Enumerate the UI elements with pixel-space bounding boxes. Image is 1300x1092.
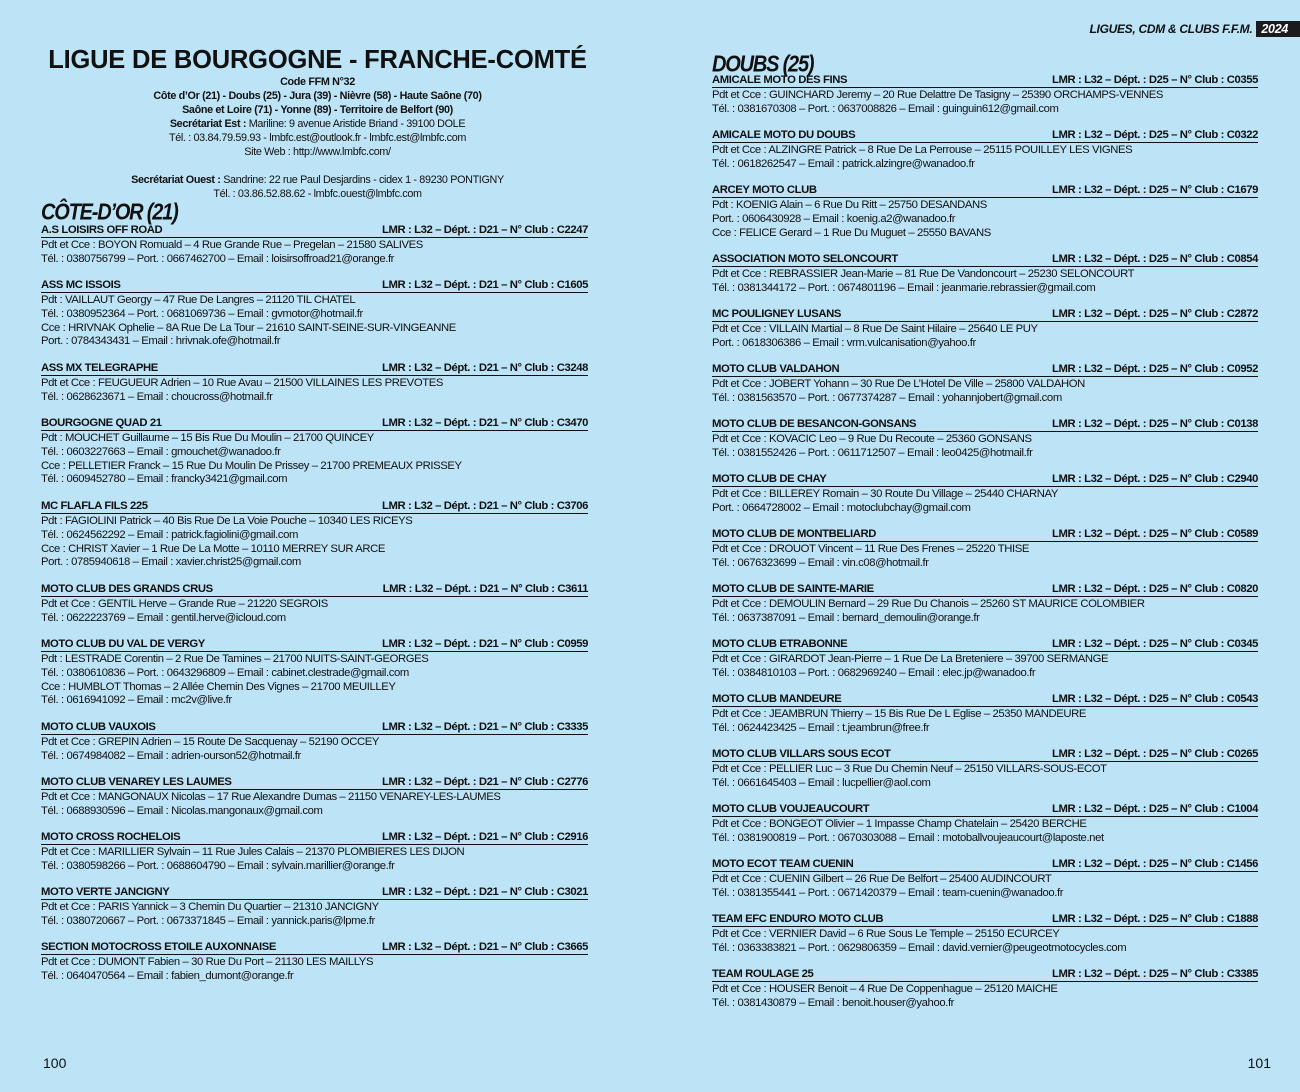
- club-name: ASSOCIATION MOTO SELONCOURT: [712, 253, 898, 265]
- club-header: [41, 500, 588, 514]
- secretariat-est-contact: Tél. : 03.84.79.59.93 - lmbfc.est@outlook.fr - lmbfc.est@lmbfc.com: [168, 132, 467, 144]
- club-name: MOTO CLUB ETRABONNE: [712, 638, 848, 650]
- club-contact-line: Tél. : 0381355441 – Port. : 0671420379 – Email : team-cuenin@wanadoo.fr: [712, 886, 1064, 899]
- club-contact-line: Port. : 0618306386 – Email : vrm.vulcanisation@yahoo.fr: [712, 336, 976, 349]
- club-name: MOTO CLUB DE CHAY: [712, 473, 827, 485]
- club-contact-line: Pdt et Cce : GIRARDOT Jean-Pierre – 1 Rue De La Breteniere – 39700 SERMANGE: [712, 653, 1109, 665]
- club-header: [41, 831, 588, 845]
- club-entry: [712, 583, 1258, 626]
- club-reference: LMR : L32 – Dépt. : D21 – N° Club : C2776: [382, 776, 588, 788]
- club-entry: [712, 693, 1258, 736]
- club-entry: [712, 253, 1258, 296]
- club-header: [712, 638, 1258, 652]
- club-contact-line: Pdt et Cce : JOBERT Yohann – 30 Rue De L’Hotel De Ville – 25800 VALDAHON: [712, 378, 1085, 390]
- club-name: MOTO CLUB VILLARS SOUS ECOT: [712, 748, 891, 760]
- club-contact-line: Pdt et Cce : REBRASSIER Jean-Marie – 81 Rue De Vandoncourt – 25230 SELONCOURT: [712, 268, 1135, 280]
- club-header: [712, 693, 1258, 707]
- club-contact-line: Pdt et Cce : MANGONAUX Nicolas – 17 Rue Alexandre Dumas – 21150 VENAREY-LES-LAUMES: [41, 791, 501, 803]
- club-contact-line: Pdt : VAILLAUT Georgy – 47 Rue De Langres – 21120 TIL CHATEL: [41, 294, 356, 306]
- club-name: MOTO VERTE JANCIGNY: [41, 886, 170, 898]
- club-header: [41, 941, 588, 955]
- club-name: ASS MC ISSOIS: [41, 279, 121, 291]
- club-name: MOTO CLUB VOUJEAUCOURT: [712, 803, 870, 815]
- club-entry: [41, 417, 588, 487]
- club-name: MOTO CLUB MANDEURE: [712, 693, 842, 705]
- club-contact-line: Pdt et Cce : HOUSER Benoit – 4 Rue De Coppenhague – 25120 MAICHE: [712, 983, 1058, 995]
- club-reference: LMR : L32 – Dépt. : D25 – N° Club : C1456: [1052, 858, 1258, 870]
- club-contact-line: Pdt et Cce : BOYON Romuald – 4 Rue Grande Rue – Pregelan – 21580 SALIVES: [41, 239, 423, 251]
- club-reference: LMR : L32 – Dépt. : D21 – N° Club : C1605: [382, 279, 588, 291]
- club-entry: [712, 803, 1258, 846]
- club-contact-line: Pdt et Cce : CUENIN Gilbert – 26 Rue De Belfort – 25400 AUDINCOURT: [712, 873, 1052, 885]
- secretariat-est: [40, 117, 595, 131]
- club-contact-line: Pdt et Cce : GUINCHARD Jeremy – 20 Rue Delattre De Tasigny – 25390 ORCHAMPS-VENNES: [712, 89, 1164, 101]
- club-reference: LMR : L32 – Dépt. : D21 – N° Club : C3706: [382, 500, 588, 512]
- club-contact-line: Pdt et Cce : VERNIER David – 6 Rue Sous Le Temple – 25150 ECURCEY: [712, 928, 1060, 940]
- club-header: [41, 417, 588, 431]
- club-contact-line: Pdt et Cce : MARILLIER Sylvain – 11 Rue Jules Calais – 21370 PLOMBIERES LES DIJON: [41, 846, 465, 858]
- club-header: [41, 638, 588, 652]
- club-contact-line: Tél. : 0688930596 – Email : Nicolas.mangonaux@gmail.com: [41, 804, 323, 817]
- dept-title-doubs: DOUBS (25): [712, 51, 814, 78]
- club-name: A.S LOISIRS OFF ROAD: [41, 224, 163, 236]
- club-reference: LMR : L32 – Dépt. : D21 – N° Club : C2247: [382, 224, 588, 236]
- club-reference: LMR : L32 – Dépt. : D25 – N° Club : C2872: [1052, 308, 1258, 320]
- club-contact-line: Tél. : 0674984082 – Email : adrien-ourson52@hotmail.fr: [41, 749, 301, 762]
- club-reference: LMR : L32 – Dépt. : D21 – N° Club : C0959: [382, 638, 588, 650]
- club-entry: [712, 473, 1258, 516]
- club-contact-line: Tél. : 0381552426 – Port. : 0611712507 – Email : leo0425@hotmail.fr: [712, 446, 1033, 459]
- club-header: [41, 886, 588, 900]
- club-contact-line: Tél. : 0676323699 – Email : vin.c08@hotmail.fr: [712, 556, 929, 569]
- club-name: SECTION MOTOCROSS ETOILE AUXONNAISE: [41, 941, 276, 953]
- club-contact-line: Tél. : 0363383821 – Port. : 0629806359 – Email : david.vernier@peugeotmotocycles.com: [712, 941, 1127, 954]
- club-name: ASS MX TELEGRAPHE: [41, 362, 158, 374]
- club-entry: [41, 279, 588, 349]
- club-contact-line: Tél. : 0628623671 – Email : choucross@hotmail.fr: [41, 390, 273, 403]
- running-header: [1090, 19, 1300, 38]
- club-contact-line: Tél. : 0603227663 – Email : gmouchet@wanadoo.fr: [41, 445, 281, 458]
- club-entry: [712, 308, 1258, 351]
- club-name: MOTO ECOT TEAM CUENIN: [712, 858, 854, 870]
- club-contact-line: Tél. : 0381344172 – Port. : 0674801196 – Email : jeanmarie.rebrassier@gmail.com: [712, 281, 1096, 294]
- club-contact-line: Tél. : 0381670308 – Port. : 0637008826 – Email : guinguin612@gmail.com: [712, 102, 1059, 115]
- club-contact-line: Pdt et Cce : DUMONT Fabien – 30 Rue Du Port – 21130 LES MAILLYS: [41, 956, 374, 968]
- club-reference: LMR : L32 – Dépt. : D25 – N° Club : C0322: [1052, 129, 1258, 141]
- club-reference: LMR : L32 – Dépt. : D25 – N° Club : C0345: [1052, 638, 1258, 650]
- club-name: AMICALE MOTO DU DOUBS: [712, 129, 856, 141]
- club-header: [712, 308, 1258, 322]
- club-reference: LMR : L32 – Dépt. : D25 – N° Club : C1888: [1052, 913, 1258, 925]
- club-reference: LMR : L32 – Dépt. : D21 – N° Club : C3021: [382, 886, 588, 898]
- club-reference: LMR : L32 – Dépt. : D25 – N° Club : C0355: [1052, 74, 1258, 86]
- club-contact-line: Pdt et Cce : KOVACIC Leo – 9 Rue Du Recoute – 25360 GONSANS: [712, 433, 1032, 445]
- club-header: [712, 363, 1258, 377]
- club-contact-line: Tél. : 0640470564 – Email : fabien_dumont@orange.fr: [41, 969, 294, 982]
- club-contact-line: Pdt et Cce : BILLEREY Romain – 30 Route Du Village – 25440 CHARNAY: [712, 488, 1058, 500]
- secretariat-ouest-address: Sandrine: 22 rue Paul Desjardins - cidex 1 - 89230 PONTIGNY: [220, 174, 504, 186]
- club-contact-line: Pdt et Cce : VILLAIN Martial – 8 Rue De Saint Hilaire – 25640 LE PUY: [712, 323, 1038, 335]
- club-name: MOTO CLUB DE SAINTE-MARIE: [712, 583, 874, 595]
- club-contact-line: Tél. : 0616941092 – Email : mc2v@live.fr: [41, 694, 232, 707]
- club-reference: LMR : L32 – Dépt. : D25 – N° Club : C0589: [1052, 528, 1258, 540]
- club-name: MOTO CLUB VAUXOIS: [41, 721, 156, 733]
- club-name: MOTO CLUB DES GRANDS CRUS: [41, 583, 213, 595]
- club-contact-line: Cce : HRIVNAK Ophelie – 8A Rue De La Tour – 21610 SAINT-SEINE-SUR-VINGEANNE: [41, 321, 456, 334]
- club-header: [712, 803, 1258, 817]
- club-name: TEAM ROULAGE 25: [712, 968, 814, 980]
- site-web: Site Web : http://www.lmbfc.com/: [244, 146, 391, 158]
- club-contact-line: Tél. : 0624423425 – Email : t.jeambrun@free.fr: [712, 721, 930, 734]
- club-entry: [712, 858, 1258, 901]
- club-header: [712, 129, 1258, 143]
- club-name: TEAM EFC ENDURO MOTO CLUB: [712, 913, 884, 925]
- club-contact-line: Pdt et Cce : PARIS Yannick – 3 Chemin Du Quartier – 21310 JANCIGNY: [41, 901, 379, 913]
- club-entry: [41, 941, 588, 984]
- club-header: [712, 473, 1258, 487]
- club-header: [712, 74, 1258, 88]
- secretariat-ouest: [40, 173, 595, 187]
- club-name: MOTO CLUB VENAREY LES LAUMES: [41, 776, 232, 788]
- club-header: [41, 721, 588, 735]
- club-entry: [712, 129, 1258, 172]
- club-name: BOURGOGNE QUAD 21: [41, 417, 162, 429]
- club-entry: [712, 418, 1258, 461]
- club-contact-line: Pdt et Cce : JEAMBRUN Thierry – 15 Bis Rue De L Eglise – 25350 MANDEURE: [712, 708, 1087, 720]
- club-contact-line: Tél. : 0381563570 – Port. : 0677374287 – Email : yohannjobert@gmail.com: [712, 391, 1062, 404]
- secretariat-ouest-contact: Tél. : 03.86.52.88.62 - lmbfc.ouest@lmbfc.com: [213, 188, 422, 200]
- club-entry: [712, 968, 1258, 1011]
- club-header: [712, 253, 1258, 267]
- club-reference: LMR : L32 – Dépt. : D25 – N° Club : C0820: [1052, 583, 1258, 595]
- club-contact-line: Port. : 0785940618 – Email : xavier.christ25@gmail.com: [41, 556, 301, 569]
- club-entry: [41, 831, 588, 874]
- club-contact-line: Pdt : KOENIG Alain – 6 Rue Du Ritt – 25750 DESANDANS: [712, 199, 987, 211]
- club-contact-line: Tél. : 0384810103 – Port. : 0682969240 – Email : elec.jp@wanadoo.fr: [712, 666, 1036, 679]
- club-reference: LMR : L32 – Dépt. : D25 – N° Club : C0952: [1052, 363, 1258, 375]
- club-header: [712, 528, 1258, 542]
- club-header: [41, 583, 588, 597]
- club-contact-line: Tél. : 0380598266 – Port. : 0688604790 – Email : sylvain.marillier@orange.fr: [41, 859, 395, 872]
- secretariat-ouest-label: Secrétariat Ouest :: [131, 174, 221, 186]
- club-contact-line: Port. : 0784343431 – Email : hrivnak.ofe@hotmail.fr: [41, 335, 281, 348]
- club-name: MC FLAFLA FILS 225: [41, 500, 148, 512]
- club-entry: [41, 224, 588, 267]
- club-entry: [712, 528, 1258, 571]
- club-name: MOTO CLUB DE BESANCON-GONSANS: [712, 418, 917, 430]
- club-header: [41, 362, 588, 376]
- club-contact-line: Cce : FELICE Gerard – 1 Rue Du Muguet – 25550 BAVANS: [712, 226, 991, 239]
- club-reference: LMR : L32 – Dépt. : D25 – N° Club : C1004: [1052, 803, 1258, 815]
- club-reference: LMR : L32 – Dépt. : D21 – N° Club : C3470: [382, 417, 588, 429]
- club-contact-line: Cce : CHRIST Xavier – 1 Rue De La Motte – 10110 MERREY SUR ARCE: [41, 542, 385, 555]
- club-reference: LMR : L32 – Dépt. : D21 – N° Club : C3665: [382, 941, 588, 953]
- club-name: MOTO CLUB VALDAHON: [712, 363, 840, 375]
- club-contact-line: Cce : PELLETIER Franck – 15 Rue Du Moulin De Prissey – 21700 PREMEAUX PRISSEY: [41, 459, 462, 472]
- club-entry: [41, 362, 588, 405]
- club-header: [41, 776, 588, 790]
- club-contact-line: Tél. : 0624562292 – Email : patrick.fagiolini@gmail.com: [41, 528, 298, 541]
- club-header: [712, 858, 1258, 872]
- club-reference: LMR : L32 – Dépt. : D21 – N° Club : C3611: [382, 583, 588, 595]
- club-contact-line: Tél. : 0380610836 – Port. : 0643296809 – Email : cabinet.clestrade@gmail.com: [41, 666, 409, 679]
- club-header: [41, 224, 588, 238]
- club-header: [712, 968, 1258, 982]
- club-header: [712, 913, 1258, 927]
- club-contact-line: Port. : 0664728002 – Email : motoclubchay@gmail.com: [712, 501, 971, 514]
- club-entry: [712, 184, 1258, 240]
- ligue-depts-line2: Saône et Loire (71) - Yonne (89) - Territoire de Belfort (90): [182, 104, 453, 116]
- club-contact-line: Pdt et Cce : DEMOULIN Bernard – 29 Rue Du Chanois – 25260 ST MAURICE COLOMBIER: [712, 598, 1145, 610]
- club-contact-line: Tél. : 0637387091 – Email : bernard_demoulin@orange.fr: [712, 611, 980, 624]
- club-contact-line: Tél. : 0381430879 – Email : benoit.houser@yahoo.fr: [712, 996, 955, 1009]
- club-contact-line: Tél. : 0661645403 – Email : lucpellier@aol.com: [712, 776, 931, 789]
- club-contact-line: Tél. : 0618262547 – Email : patrick.alzingre@wanadoo.fr: [712, 157, 975, 170]
- ligue-depts-line1: Côte d’Or (21) - Doubs (25) - Jura (39) - Nièvre (58) - Haute Saône (70): [153, 90, 482, 102]
- club-reference: LMR : L32 – Dépt. : D25 – N° Club : C0543: [1052, 693, 1258, 705]
- club-reference: LMR : L32 – Dépt. : D21 – N° Club : C3335: [382, 721, 588, 733]
- club-contact-line: Tél. : 0381900819 – Port. : 0670303088 – Email : motoballvoujeaucourt@laposte.net: [712, 831, 1104, 844]
- secretariat-est-label: Secrétariat Est :: [169, 118, 247, 130]
- club-contact-line: Pdt et Cce : GENTIL Herve – Grande Rue – 21220 SEGROIS: [41, 598, 328, 610]
- club-contact-line: Tél. : 0622223769 – Email : gentil.herve@icloud.com: [41, 611, 286, 624]
- club-reference: LMR : L32 – Dépt. : D21 – N° Club : C2916: [382, 831, 588, 843]
- club-entry: [41, 886, 588, 929]
- club-entry: [712, 638, 1258, 681]
- club-contact-line: Pdt : MOUCHET Guillaume – 15 Bis Rue Du Moulin – 21700 QUINCEY: [41, 432, 374, 444]
- page-number-right: 101: [1247, 1055, 1271, 1071]
- club-name: MOTO CLUB DU VAL DE VERGY: [41, 638, 205, 650]
- club-entry: [41, 638, 588, 708]
- club-entry: [41, 721, 588, 764]
- club-contact-line: Pdt et Cce : GREPIN Adrien – 15 Route De Sacquenay – 52190 OCCEY: [41, 736, 379, 748]
- club-contact-line: Tél. : 0380952364 – Port. : 0681069736 – Email : gvmotor@hotmail.fr: [41, 307, 363, 320]
- club-entry: [41, 776, 588, 819]
- secretariat-est-address: Mariline: 9 avenue Aristide Briand - 39100 DOLE: [246, 118, 466, 130]
- club-entry: [712, 363, 1258, 406]
- club-contact-line: Pdt et Cce : ALZINGRE Patrick – 8 Rue De La Perrouse – 25115 POUILLEY LES VIGNES: [712, 144, 1133, 156]
- club-header: [712, 184, 1258, 198]
- club-header: [41, 279, 588, 293]
- club-entry: [41, 500, 588, 570]
- club-header: [712, 583, 1258, 597]
- club-name: MC POULIGNEY LUSANS: [712, 308, 842, 320]
- club-reference: LMR : L32 – Dépt. : D25 – N° Club : C0854: [1052, 253, 1258, 265]
- club-entry: [712, 913, 1258, 956]
- club-contact-line: Tél. : 0380720667 – Port. : 0673371845 – Email : yannick.paris@lpme.fr: [41, 914, 375, 927]
- club-name: AMICALE MOTO DES FINS: [712, 74, 848, 86]
- club-contact-line: Pdt : FAGIOLINI Patrick – 40 Bis Rue De La Voie Pouche – 10340 LES RICEYS: [41, 515, 413, 527]
- club-contact-line: Pdt et Cce : FEUGUEUR Adrien – 10 Rue Avau – 21500 VILLAINES LES PREVOTES: [41, 377, 443, 389]
- club-header: [712, 418, 1258, 432]
- club-header: [712, 748, 1258, 762]
- club-entry: [41, 583, 588, 626]
- club-reference: LMR : L32 – Dépt. : D25 – N° Club : C0138: [1052, 418, 1258, 430]
- club-name: MOTO CROSS ROCHELOIS: [41, 831, 181, 843]
- club-contact-line: Tél. : 0609452780 – Email : francky3421@gmail.com: [41, 473, 288, 486]
- running-title: LIGUES, CDM & CLUBS F.F.M.: [1089, 21, 1253, 36]
- club-name: MOTO CLUB DE MONTBELIARD: [712, 528, 877, 540]
- page-number-left: 100: [43, 1055, 67, 1071]
- club-name: ARCEY MOTO CLUB: [712, 184, 817, 196]
- club-entry: [712, 74, 1258, 117]
- club-reference: LMR : L32 – Dépt. : D25 – N° Club : C1679: [1052, 184, 1258, 196]
- ligue-title: LIGUE DE BOURGOGNE - FRANCHE-COMTÉ: [48, 46, 587, 74]
- club-contact-line: Pdt et Cce : PELLIER Luc – 3 Rue Du Chemin Neuf – 25150 VILLARS-SOUS-ECOT: [712, 763, 1107, 775]
- dept-title-cote-dor: CÔTE-D’OR (21): [41, 199, 178, 226]
- club-reference: LMR : L32 – Dépt. : D25 – N° Club : C3385: [1052, 968, 1258, 980]
- club-contact-line: Pdt et Cce : DROUOT Vincent – 11 Rue Des Frenes – 25220 THISE: [712, 543, 1029, 555]
- club-contact-line: Tél. : 0380756799 – Port. : 0667462700 – Email : loisirsoffroad21@orange.fr: [41, 252, 395, 265]
- club-entry: [712, 748, 1258, 791]
- club-contact-line: Pdt : LESTRADE Corentin – 2 Rue De Tamines – 21700 NUITS-SAINT-GEORGES: [41, 653, 429, 665]
- club-reference: LMR : L32 – Dépt. : D25 – N° Club : C2940: [1052, 473, 1258, 485]
- club-contact-line: Port. : 0606430928 – Email : koenig.a2@wanadoo.fr: [712, 212, 956, 225]
- ligue-code: Code FFM N°32: [280, 76, 355, 88]
- club-contact-line: Pdt et Cce : BONGEOT Olivier – 1 Impasse Champ Chatelain – 25420 BERCHE: [712, 818, 1087, 830]
- club-contact-line: Cce : HUMBLOT Thomas – 2 Allée Chemin Des Vignes – 21700 MEUILLEY: [41, 680, 396, 693]
- club-reference: LMR : L32 – Dépt. : D21 – N° Club : C3248: [382, 362, 588, 374]
- club-reference: LMR : L32 – Dépt. : D25 – N° Club : C0265: [1052, 748, 1258, 760]
- year-badge: 2024: [1256, 21, 1300, 37]
- ligue-header: [40, 46, 595, 201]
